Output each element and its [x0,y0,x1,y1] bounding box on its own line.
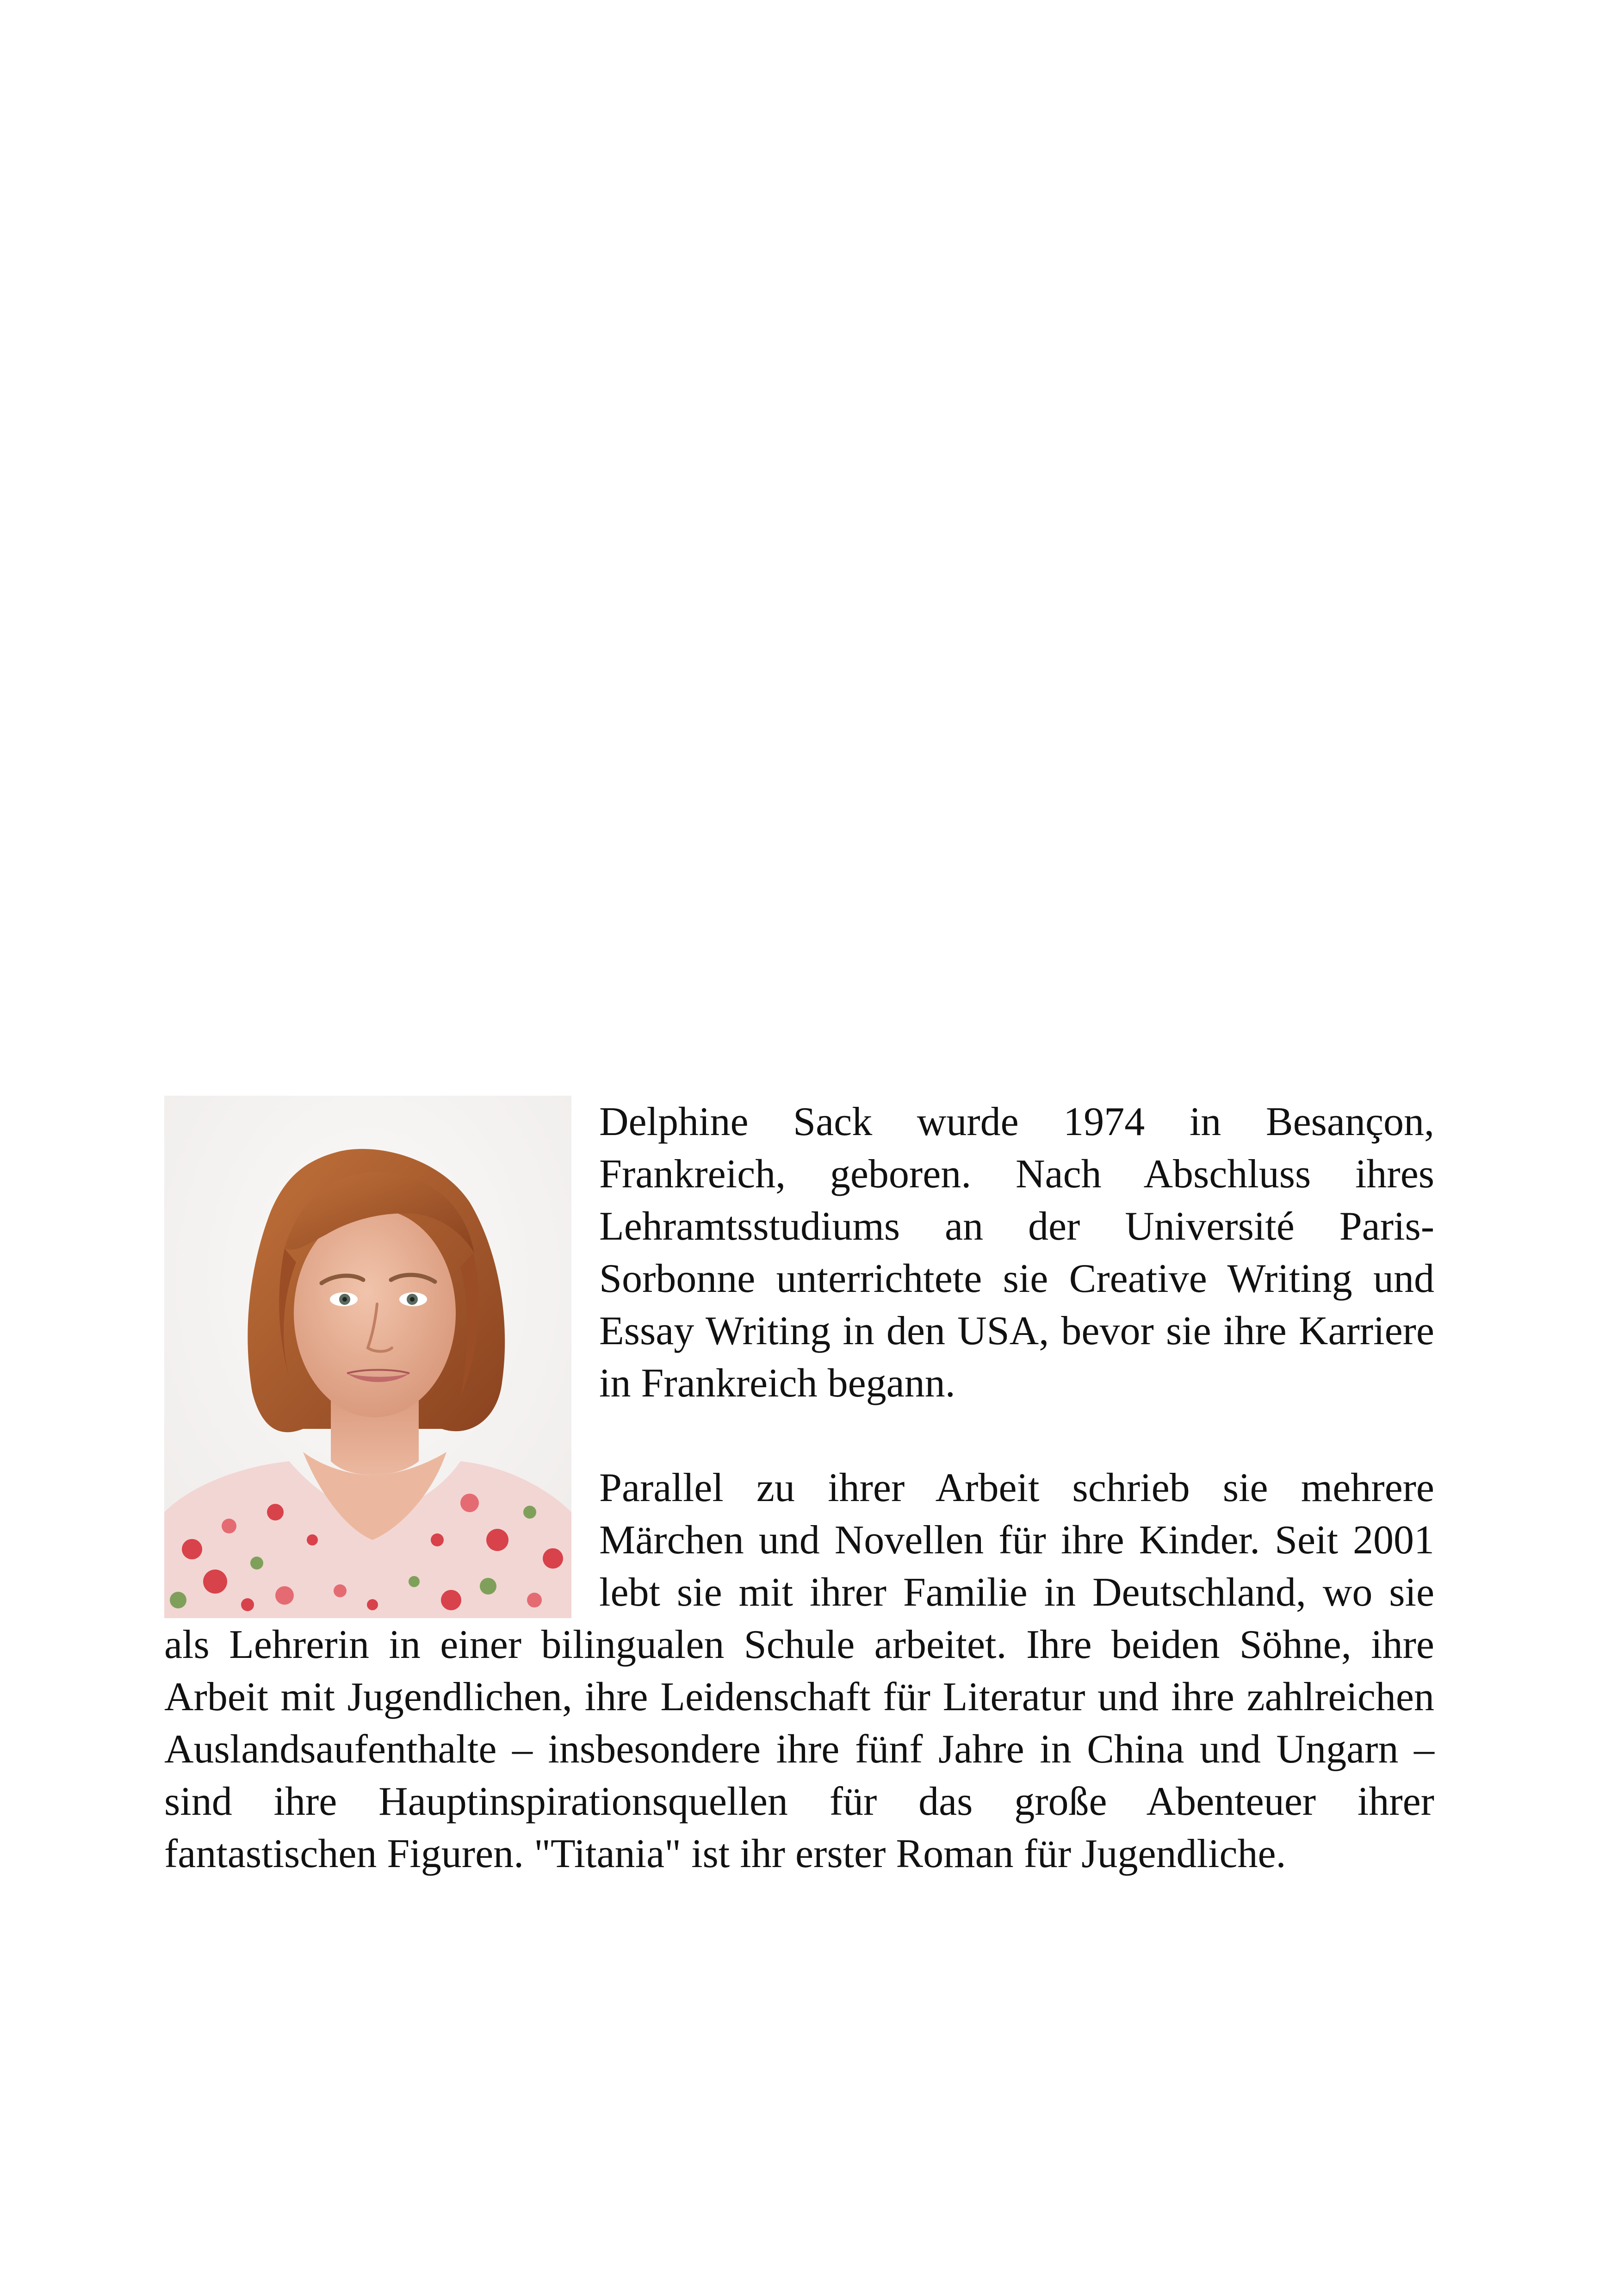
bio-paragraph-2: Parallel zu ihrer Arbeit schrieb sie mehrere Märchen und Novellen für ihre Kinder. Seit 2001 lebt sie mit ihrer Familie in Deutschland, wo sie als Lehrerin in einer bilingualen Schule arbeitet. Ihre beiden Söhne, ihre Arbeit mit Jugendlichen, ihre Leidenschaft für Literatur und ihre zahlreichen Auslandsaufenthalte – insbesondere ihre fünf Jahre in China und Ungarn – sind ihre Hauptinspirationsquellen für das große Abenteuer ihrer fantastischen Figuren. "Titania" ist ihr erster Roman für Jugendliche. [164,1465,1434,1876]
author-portrait-photo [164,1096,571,1618]
author-biography [164,1096,1434,1880]
bio-paragraph-1: Delphine Sack wurde 1974 in Besançon, Frankreich, geboren. Nach Abschluss ihres Lehramtsstudiums an der Université Paris-Sorbonne unterrichtete sie Creative Writing und Essay Writing in den USA, bevor sie ihre Karriere in Frankreich begann. [599,1099,1434,1406]
portrait-illustration [164,1096,571,1618]
